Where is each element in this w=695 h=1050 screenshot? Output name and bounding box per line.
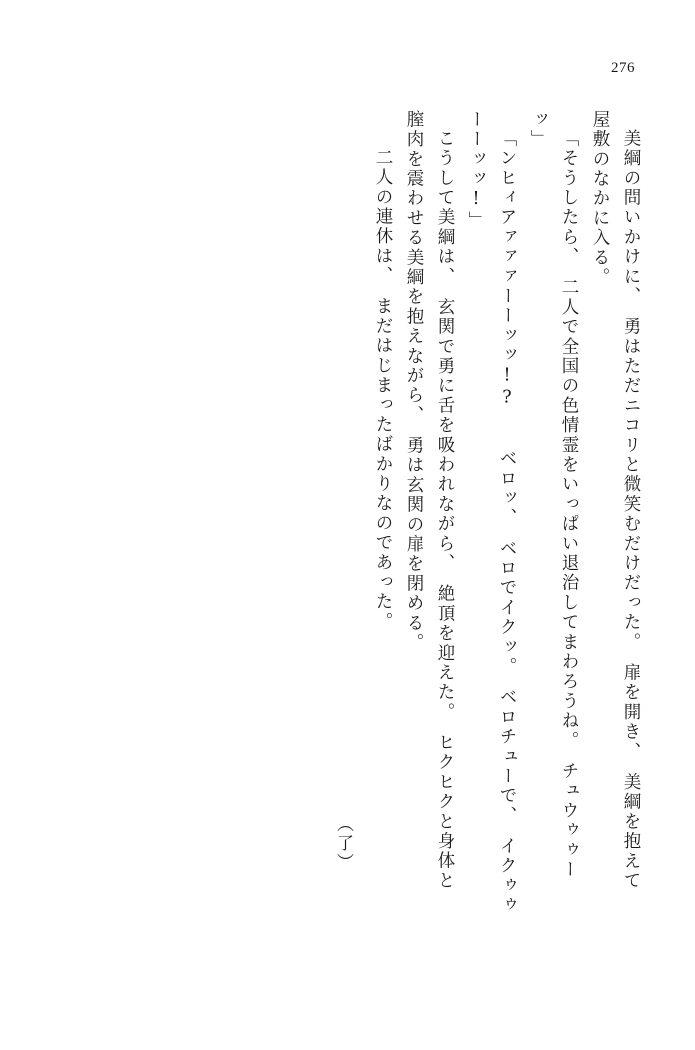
text-line: 「そうしたら、 二人で全国の色情霊をいっぱい退治してまわろうね。 チュウゥゥー [559, 129, 579, 880]
text-line: 美綱の問いかけに、 勇はただニコリと微笑むだけだった。 扉を開き、 美綱を抱えて [621, 129, 641, 891]
page-number: 276 [611, 60, 635, 76]
text-line: 二人の連休は、 まだはじまったばかりなのであった。 [373, 148, 393, 632]
text-line: 膣肉を震わせる美綱を抱えながら、 勇は玄関の扉を閉める。 [404, 110, 424, 653]
text-line: 「ンヒィアァァァーーッッ!? ベロッ、 ベロでイクッ。 ベロチューで、 イクゥゥ [497, 129, 517, 916]
end-mark: （了） [333, 815, 353, 872]
end-mark-column [330, 110, 360, 980]
page-body-text [56, 110, 639, 980]
text-line: 屋敷のなかに入る。 [590, 110, 610, 288]
text-line: こうして美綱は、 玄関で勇に舌を吸われながら、 絶頂を迎えた。 ヒクヒクと身体と [435, 129, 455, 891]
text-line: ッ」 [528, 110, 548, 150]
text-line: ーーッッ!」 [466, 110, 486, 231]
